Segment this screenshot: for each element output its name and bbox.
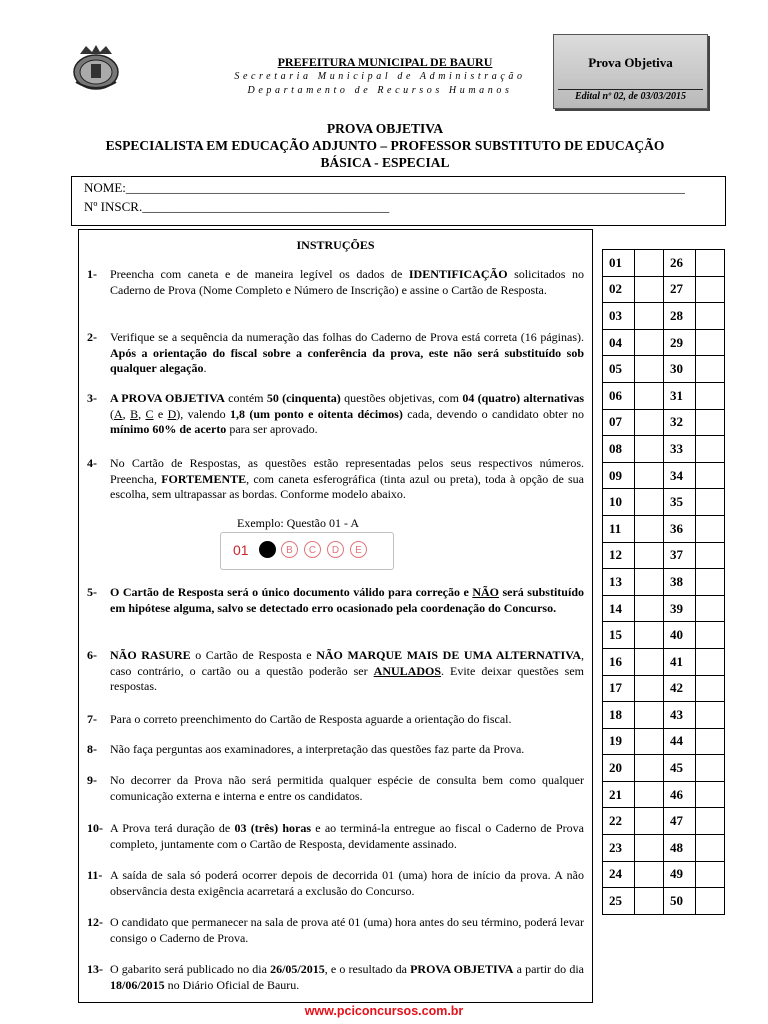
- answer-row: [603, 303, 725, 330]
- answer-cell[interactable]: [635, 861, 664, 888]
- bubble-a-filled: [259, 541, 276, 558]
- question-number: 20: [603, 755, 635, 782]
- answer-cell[interactable]: [696, 329, 725, 356]
- answer-cell[interactable]: [635, 382, 664, 409]
- answer-cell[interactable]: [696, 250, 725, 277]
- question-number: 14: [603, 595, 635, 622]
- answer-cell[interactable]: [635, 569, 664, 596]
- instruction-4: 4- No Cartão de Respostas, as questões estão representadas pelos seus respectivos números. Preencha, FORTEMENTE, com caneta esferográfica (tinta azul ou preta), toda à opção de sua escolha, sem ultrapassar as bordas. Conforme modelo abaixo.: [87, 456, 584, 501]
- answer-row: [603, 888, 725, 915]
- name-field[interactable]: NOME:______________________________________________________________________________________: [84, 180, 685, 195]
- city-crest-logo: [70, 42, 122, 94]
- question-number: 43: [664, 702, 696, 729]
- answer-row: [603, 861, 725, 888]
- question-number: 50: [664, 888, 696, 915]
- answer-bubble-example: [220, 532, 394, 570]
- departamento-name: Departamento de Recursos Humanos: [247, 85, 513, 96]
- question-number: 42: [664, 675, 696, 702]
- answer-cell[interactable]: [635, 728, 664, 755]
- answer-cell[interactable]: [696, 489, 725, 516]
- answer-cell[interactable]: [635, 781, 664, 808]
- answer-cell[interactable]: [635, 489, 664, 516]
- answer-cell[interactable]: [696, 888, 725, 915]
- answer-cell[interactable]: [696, 702, 725, 729]
- question-number: 23: [603, 835, 635, 862]
- answer-row: [603, 329, 725, 356]
- answer-cell[interactable]: [635, 755, 664, 782]
- question-number: 29: [664, 329, 696, 356]
- answer-row: [603, 622, 725, 649]
- answer-cell[interactable]: [635, 542, 664, 569]
- answer-cell[interactable]: [696, 755, 725, 782]
- footer-url[interactable]: www.pciconcursos.com.br: [304, 1004, 464, 1018]
- answer-row: [603, 781, 725, 808]
- answer-cell[interactable]: [635, 808, 664, 835]
- answer-cell[interactable]: [635, 622, 664, 649]
- answer-cell[interactable]: [635, 462, 664, 489]
- answer-cell[interactable]: [696, 515, 725, 542]
- answer-row: [603, 569, 725, 596]
- answer-row: [603, 702, 725, 729]
- question-number: 21: [603, 781, 635, 808]
- question-number: 06: [603, 382, 635, 409]
- answer-cell[interactable]: [696, 462, 725, 489]
- answer-row: [603, 808, 725, 835]
- answer-cell[interactable]: [696, 382, 725, 409]
- instructions-title: INSTRUÇÕES: [296, 238, 375, 252]
- question-number: 49: [664, 861, 696, 888]
- question-number: 01: [603, 250, 635, 277]
- answer-cell[interactable]: [635, 409, 664, 436]
- question-number: 35: [664, 489, 696, 516]
- answer-cell[interactable]: [696, 595, 725, 622]
- question-number: 31: [664, 382, 696, 409]
- answer-cell[interactable]: [635, 515, 664, 542]
- org-name: PREFEITURA MUNICIPAL DE BAURU: [277, 55, 493, 69]
- question-number: 25: [603, 888, 635, 915]
- answer-row: [603, 515, 725, 542]
- answer-cell[interactable]: [635, 329, 664, 356]
- answer-cell[interactable]: [635, 702, 664, 729]
- answer-cell[interactable]: [696, 835, 725, 862]
- answer-cell[interactable]: [696, 781, 725, 808]
- answer-cell[interactable]: [696, 303, 725, 330]
- instruction-1: 1- Preencha com caneta e de maneira legível os dados de IDENTIFICAÇÃO solicitados no Caderno de Prova (Nome Completo e Número de Inscrição) e assine o Cartão de Resposta.: [87, 267, 585, 297]
- answer-cell[interactable]: [696, 276, 725, 303]
- question-number: 18: [603, 702, 635, 729]
- answer-cell[interactable]: [696, 356, 725, 383]
- answer-cell[interactable]: [696, 861, 725, 888]
- exam-title: PROVA OBJETIVA: [326, 121, 444, 136]
- answer-cell[interactable]: [696, 409, 725, 436]
- question-number: 13: [603, 569, 635, 596]
- instruction-10: 10- A Prova terá duração de 03 (três) horas e ao terminá-la entregue ao fiscal o Caderno de Prova completo, juntamente com o Cartão de Resposta, devidamente assinado.: [87, 821, 584, 851]
- bubble-b: B: [281, 541, 298, 558]
- question-number: 28: [664, 303, 696, 330]
- answer-cell[interactable]: [635, 356, 664, 383]
- badge-edital: Edital nº 02, de 03/03/2015: [558, 89, 703, 102]
- bubble-c: C: [304, 541, 321, 558]
- exam-subtitle-2: BÁSICA - ESPECIAL: [320, 155, 450, 170]
- instructions-box: [78, 229, 593, 1003]
- answer-row: [603, 595, 725, 622]
- example-question-number: 01: [233, 542, 249, 558]
- answer-cell[interactable]: [696, 675, 725, 702]
- secretaria-name: Secretaria Municipal de Administração: [234, 71, 526, 82]
- answer-cell[interactable]: [696, 436, 725, 463]
- question-number: 09: [603, 462, 635, 489]
- question-number: 16: [603, 648, 635, 675]
- answer-row: [603, 542, 725, 569]
- example-label: Exemplo: Questão 01 - A: [237, 516, 359, 530]
- question-number: 37: [664, 542, 696, 569]
- answer-row: [603, 382, 725, 409]
- question-number: 27: [664, 276, 696, 303]
- inscription-field[interactable]: Nº INSCR.______________________________________: [84, 199, 390, 214]
- question-number: 04: [603, 329, 635, 356]
- answer-cell[interactable]: [635, 675, 664, 702]
- question-number: 32: [664, 409, 696, 436]
- question-number: 33: [664, 436, 696, 463]
- instruction-11: 11- A saída de sala só poderá ocorrer depois de decorrida 01 (uma) hora de início da prova. A não observância desta exigência acarretará a exclusão do Concurso.: [87, 868, 584, 898]
- question-number: 36: [664, 515, 696, 542]
- question-number: 10: [603, 489, 635, 516]
- instruction-3: 3- A PROVA OBJETIVA contém 50 (cinquenta) questões objetivas, com 04 (quatro) alternativas (A, B, C e D), valendo 1,8 (um ponto e oitenta décimos) cada, devendo o candidato obter no mínimo 60% de acerto para ser aprovado.: [87, 391, 585, 436]
- bubble-d: D: [327, 541, 344, 558]
- instruction-9: 9- No decorrer da Prova não será permitida qualquer espécie de consulta bem como qualquer comunicação externa e interna e entre os candidatos.: [87, 773, 584, 803]
- instruction-12: 12- O candidato que permanecer na sala de prova até 01 (uma) hora antes do seu término, poderá levar consigo o Caderno de Prova.: [87, 915, 584, 945]
- instruction-2: 2- Verifique se a sequência da numeração das folhas do Caderno de Prova está correta (16 páginas). Após a orientação do fiscal sobre a conferência da prova, este não será substituído sob qualquer alegação.: [87, 330, 584, 375]
- answer-cell[interactable]: [696, 728, 725, 755]
- question-number: 47: [664, 808, 696, 835]
- answer-grid: [602, 249, 725, 915]
- question-number: 08: [603, 436, 635, 463]
- question-number: 48: [664, 835, 696, 862]
- answer-cell[interactable]: [696, 569, 725, 596]
- question-number: 17: [603, 675, 635, 702]
- answer-row: [603, 356, 725, 383]
- question-number: 38: [664, 569, 696, 596]
- answer-row: [603, 436, 725, 463]
- answer-cell[interactable]: [635, 276, 664, 303]
- question-number: 02: [603, 276, 635, 303]
- question-number: 05: [603, 356, 635, 383]
- answer-cell[interactable]: [635, 888, 664, 915]
- question-number: 24: [603, 861, 635, 888]
- question-number: 26: [664, 250, 696, 277]
- question-number: 12: [603, 542, 635, 569]
- question-number: 34: [664, 462, 696, 489]
- answer-cell[interactable]: [635, 436, 664, 463]
- instruction-7: 7- Para o correto preenchimento do Cartão de Resposta aguarde a orientação do fiscal.: [87, 712, 512, 726]
- question-number: 45: [664, 755, 696, 782]
- answer-cell[interactable]: [635, 595, 664, 622]
- question-number: 19: [603, 728, 635, 755]
- answer-row: [603, 728, 725, 755]
- bubble-e: E: [350, 541, 367, 558]
- answer-row: [603, 675, 725, 702]
- question-number: 41: [664, 648, 696, 675]
- instruction-13: 13- O gabarito será publicado no dia 26/05/2015, e o resultado da PROVA OBJETIVA a partir do dia 18/06/2015 no Diário Oficial de Bauru.: [87, 962, 584, 992]
- answer-row: [603, 250, 725, 277]
- exam-type-badge: [553, 34, 708, 109]
- question-number: 30: [664, 356, 696, 383]
- question-number: 15: [603, 622, 635, 649]
- question-number: 39: [664, 595, 696, 622]
- answer-row: [603, 489, 725, 516]
- instruction-5: 5- O Cartão de Resposta será o único documento válido para correção e NÃO será substituído em hipótese alguma, salvo se detectado erro ocasionado pela coordenação do Concurso.: [87, 585, 584, 615]
- question-number: 44: [664, 728, 696, 755]
- answer-row: [603, 462, 725, 489]
- question-number: 11: [603, 515, 635, 542]
- answer-row: [603, 835, 725, 862]
- answer-cell[interactable]: [696, 542, 725, 569]
- candidate-id-box: [71, 176, 726, 226]
- answer-row: [603, 648, 725, 675]
- instruction-6: 6- NÃO RASURE o Cartão de Resposta e NÃO MARQUE MAIS DE UMA ALTERNATIVA, caso contrário, o cartão ou a questão poderão ser ANULADOS. Evite deixar questões sem respostas.: [87, 648, 584, 693]
- exam-subtitle: ESPECIALISTA EM EDUCAÇÃO ADJUNTO – PROFESSOR SUBSTITUTO DE EDUCAÇÃO: [105, 138, 665, 153]
- question-number: 46: [664, 781, 696, 808]
- answer-cell[interactable]: [696, 622, 725, 649]
- answer-cell[interactable]: [696, 648, 725, 675]
- answer-cell[interactable]: [635, 648, 664, 675]
- answer-row: [603, 409, 725, 436]
- question-number: 07: [603, 409, 635, 436]
- question-number: 03: [603, 303, 635, 330]
- answer-row: [603, 755, 725, 782]
- answer-row: [603, 276, 725, 303]
- badge-title: Prova Objetiva: [588, 55, 673, 70]
- instruction-8: 8- Não faça perguntas aos examinadores, a interpretação das questões faz parte da Prova.: [87, 742, 525, 756]
- answer-cell[interactable]: [696, 808, 725, 835]
- question-number: 40: [664, 622, 696, 649]
- question-number: 22: [603, 808, 635, 835]
- answer-cell[interactable]: [635, 835, 664, 862]
- answer-cell[interactable]: [635, 303, 664, 330]
- answer-cell[interactable]: [635, 250, 664, 277]
